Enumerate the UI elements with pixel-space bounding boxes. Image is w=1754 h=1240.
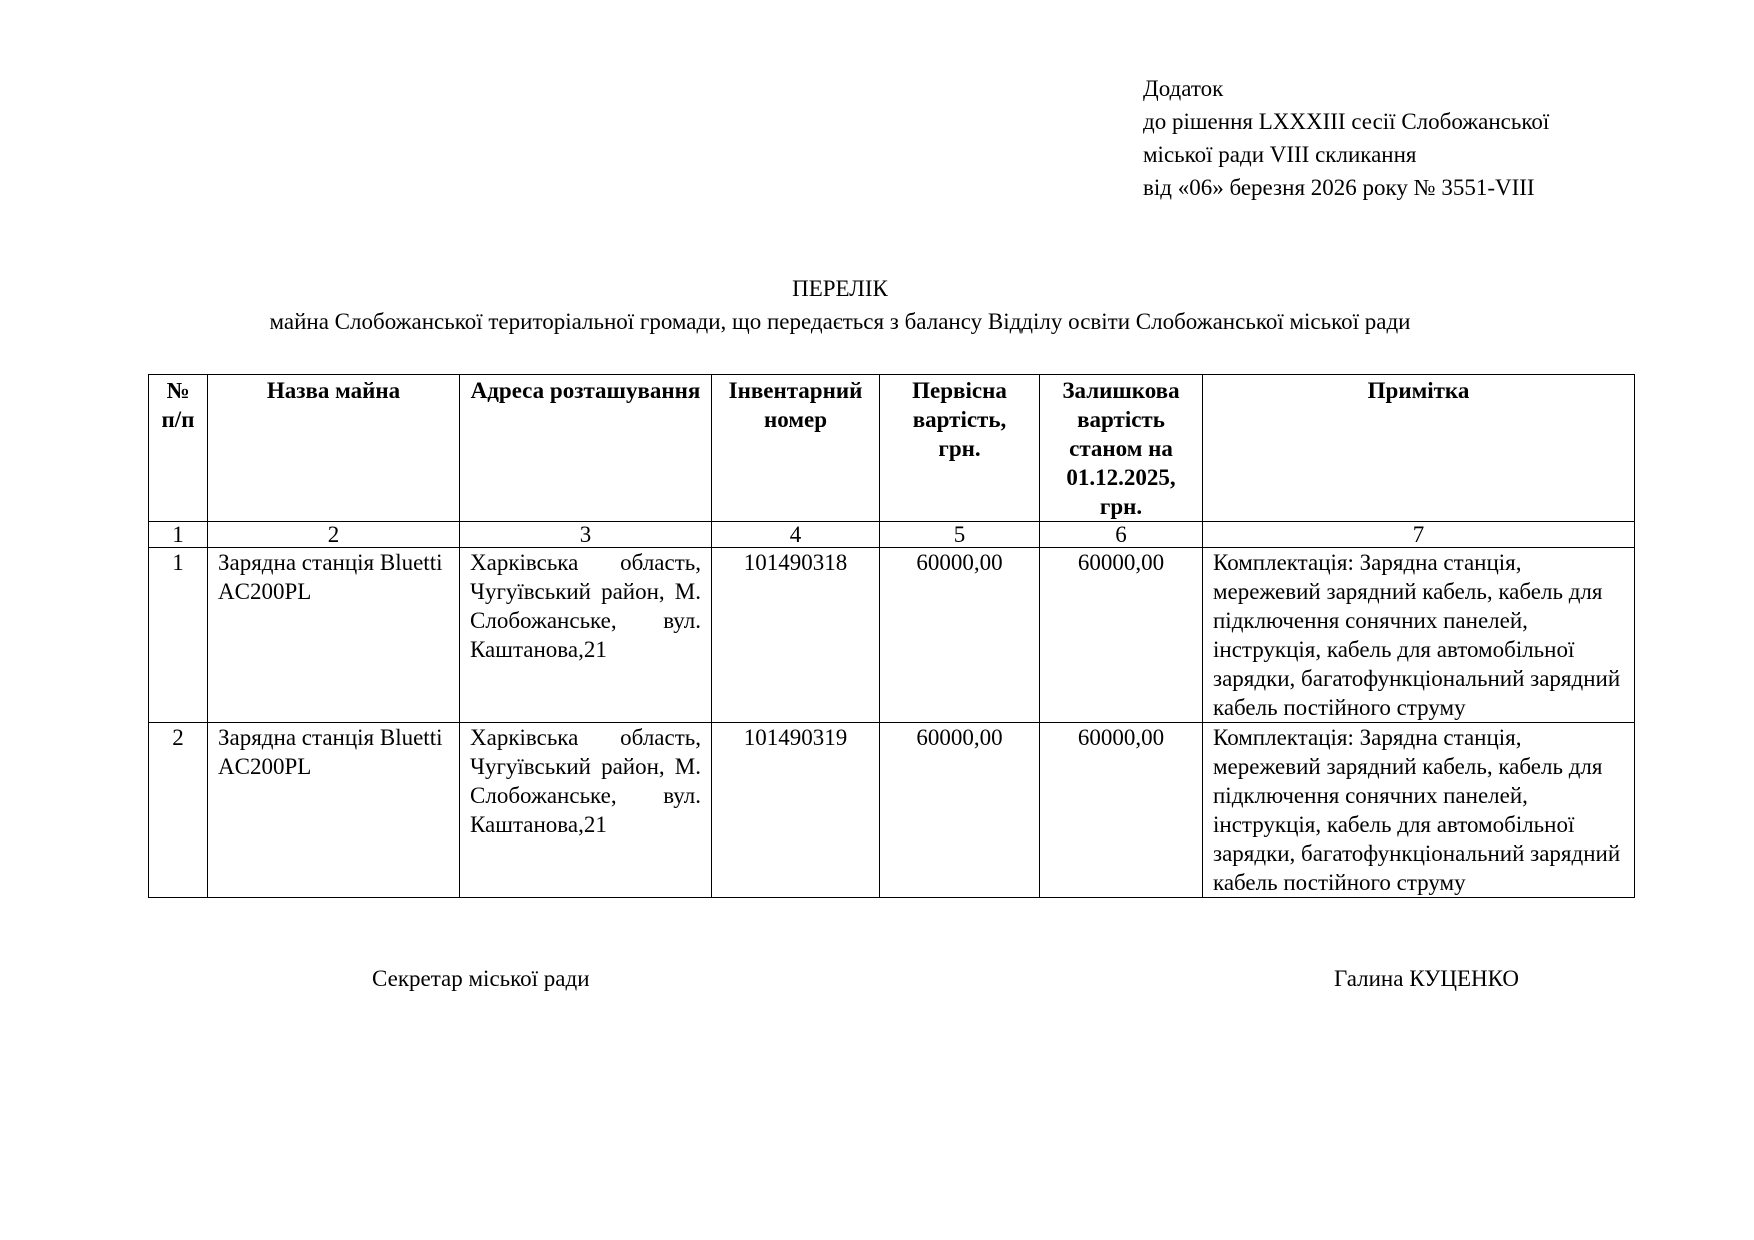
column-number-row: [149, 522, 1635, 548]
row-inventory: 101490319: [712, 723, 880, 898]
signature-name: Галина КУЦЕНКО: [1334, 966, 1519, 991]
column-number: 2: [208, 522, 460, 548]
column-number: 3: [460, 522, 712, 548]
column-number: 6: [1040, 522, 1203, 548]
header-no: № п/п: [149, 375, 208, 522]
row-name: Зарядна станція Bluetti AC200PL: [208, 548, 460, 723]
row-address: Харківська область, Чугуївський район, М. Слобожанське, вул. Каштанова,21: [460, 548, 712, 723]
signature-position: Секретар міської ради: [372, 966, 590, 991]
row-initial-cost: 60000,00: [880, 723, 1040, 898]
column-number: 1: [149, 522, 208, 548]
header-note: Примітка: [1203, 375, 1635, 522]
appendix-title: Додаток: [1143, 76, 1224, 101]
header-initial-cost: Первісна вартість, грн.: [880, 375, 1040, 522]
appendix-council: міської ради VIII скликання: [1143, 142, 1417, 167]
column-number: 4: [712, 522, 880, 548]
table-row: [149, 548, 1635, 723]
row-inventory: 101490318: [712, 548, 880, 723]
appendix-date-number: від «06» березня 2026 року № 3551-VIII: [1143, 175, 1535, 200]
header-address: Адреса розташування: [460, 375, 712, 522]
row-note: Комплектація: Зарядна станція, мережевий зарядний кабель, кабель для підключення сонячних панелей, інструкція, кабель для автомобільної зарядки, багатофункціональний зарядний кабель постійного струму: [1203, 548, 1635, 723]
row-residual-cost: 60000,00: [1040, 723, 1203, 898]
table-row: [149, 723, 1635, 898]
document-subtitle: майна Слобожанської територіальної громади, що передається з балансу Відділу освіти Слобожанської міської ради: [269, 309, 1411, 334]
column-number: 7: [1203, 522, 1635, 548]
header-name: Назва майна: [208, 375, 460, 522]
row-no: 1: [149, 548, 208, 723]
appendix-decision: до рішення LXXXIII сесії Слобожанської: [1143, 109, 1550, 134]
appendix-block: [1143, 72, 1549, 204]
column-number: 5: [880, 522, 1040, 548]
row-address: Харківська область, Чугуївський район, М. Слобожанське, вул. Каштанова,21: [460, 723, 712, 898]
header-residual-cost: Залишкова вартість станом на 01.12.2025, грн.: [1040, 375, 1203, 522]
property-table: [148, 374, 1635, 898]
document-title: ПЕРЕЛІК: [792, 276, 888, 301]
header-inventory: Інвентарний номер: [712, 375, 880, 522]
row-residual-cost: 60000,00: [1040, 548, 1203, 723]
row-note: Комплектація: Зарядна станція, мережевий зарядний кабель, кабель для підключення сонячних панелей, інструкція, кабель для автомобільної зарядки, багатофункціональний зарядний кабель постійного струму: [1203, 723, 1635, 898]
row-no: 2: [149, 723, 208, 898]
row-name: Зарядна станція Bluetti AC200PL: [208, 723, 460, 898]
table-header-row: [149, 375, 1635, 522]
row-initial-cost: 60000,00: [880, 548, 1040, 723]
